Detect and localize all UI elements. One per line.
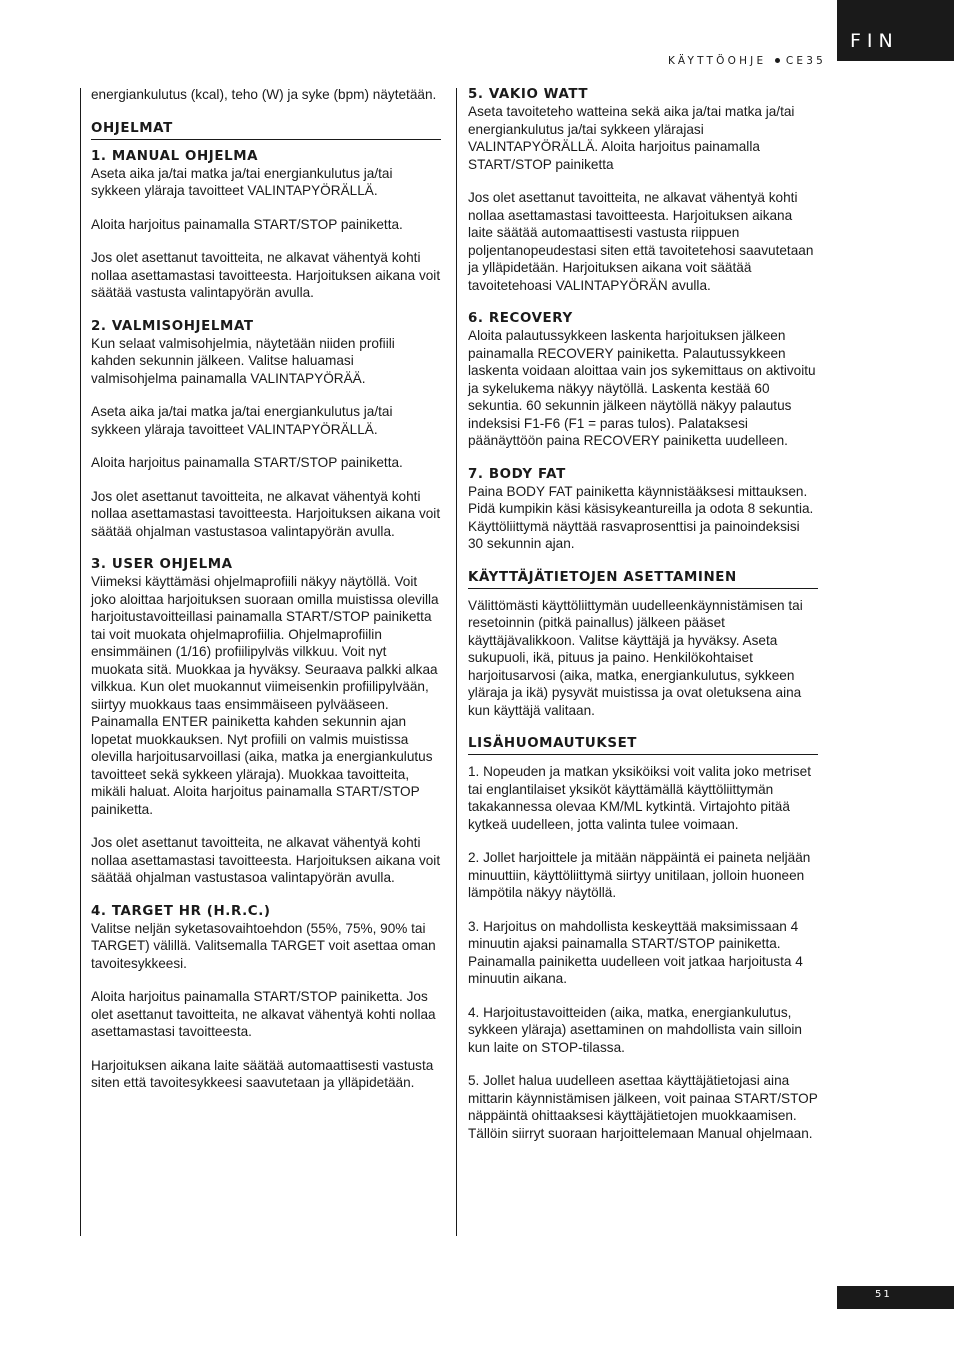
constant-watt-text-1: Aseta tavoiteteho watteina sekä aika ja/tai matka ja/tai energiankulutus ja/tai sykkeen ylärajasi VALINTAPYÖRÄLLÄ. Aloita harjoitus painamalla START/STOP painiketta <box>468 104 795 172</box>
manual-program-text-2: Aloita harjoitus painamalla START/STOP painiketta. <box>91 216 403 232</box>
running-header <box>668 55 826 67</box>
user-data-heading: KÄYTTÄJÄTIETOJEN ASETTAMINEN <box>468 569 818 589</box>
language-code: FIN <box>850 30 899 52</box>
constant-watt-text-2: Jos olet asettanut tavoitteita, ne alkavat vähentyä kohti nollaa asettamastasi tavoitteesta. Harjoituksen aikana laite säätää automaattisesti vastusta riippuen poljentanopeudestasi siten että tavoitetehosi saavutetaan ja ylläpidetään. Harjoituksen aikana voit säätää tavoitetehoasi VALINTAPYÖRÄN avulla. <box>468 190 814 293</box>
preset-programs-title: 2. VALMISOHJELMAT <box>91 318 254 334</box>
body-fat-text: Paina BODY FAT painiketta käynnistääksesi mittauksen. Pidä kumpikin käsi käsisykeantureilla ja odota 8 sekuntia. Käyttöliittymä näyttää rasvaprosenttisi ja painoindeksisi 30 sekunnin ajan. <box>468 483 814 551</box>
intro-text: energiankulutus (kcal), teho (W) ja syke (bpm) näytetään. <box>91 87 437 102</box>
programs-heading: OHJELMAT <box>91 120 441 140</box>
preset-programs-text-3: Aloita harjoitus painamalla START/STOP painiketta. <box>91 455 403 470</box>
preset-programs-text-4: Jos olet asettanut tavoitteita, ne alkavat vähentyä kohti nollaa asettamastasi tavoitteesta. Harjoituksen aikana voit säätää ohjalman vastustasoa valintapyörän avulla. <box>91 488 441 539</box>
model-label: CE35 <box>785 55 826 67</box>
body-fat-title: 7. BODY FAT <box>468 466 566 482</box>
page-number-tab <box>837 1286 954 1309</box>
note-2: 2. Jollet harjoittele ja mitään näppäintä ei paineta neljään minuuttiin, käyttöliittymä siirtyy unitilaan, jolloin huoneen lämpötila näkyy näytöllä. <box>468 850 811 900</box>
right-column <box>468 86 818 1158</box>
user-data-text: Välittömästi käyttöliittymän uudelleenkäynnistämisen tai resetoinnin (pitkä painallus) jälkeen pääset käyttäjävalikkoon. Valitse käyttäjä ja hyväksy. Aseta sukupuoli, ikä, pituus ja paino. Henkilökohtaiset harjoitusarvosi (aika, matka, energiankulutus, sykkeen yläraja ja ikä) pysyvät muistissa ja ovat oletuksena aina kun käyttäjä valitaan. <box>468 597 803 718</box>
recovery-title: 6. RECOVERY <box>468 311 573 326</box>
left-column-rule <box>80 88 81 1236</box>
target-hr-text-1: Valitse neljän syketasovaihtoehdon (55%, 75%, 90% tai TARGET) välillä. Valitsemalla TARGET voit asettaa oman tavoitesykkeesi. <box>91 920 436 971</box>
note-4: 4. Harjoitustavoitteiden (aika, matka, energiankulutus, sykkeen yläraja) asettaminen on mahdollista vain silloin kun laite on STOP-tilassa. <box>468 1004 802 1055</box>
manual-program-title: 1. MANUAL OHJELMA <box>91 148 259 164</box>
right-column-rule <box>456 88 457 1236</box>
target-hr-text-2: Aloita harjoitus painamalla START/STOP painiketta. Jos olet asettanut tavoitteita, ne alkavat vähentyä kohti nollaa asettamastasi tavoitteesta. <box>91 989 436 1039</box>
manual-program-text-1: Aseta aika ja/tai matka ja/tai energiankulutus ja/tai sykkeen yläraja tavoitteet VALINTAPYÖRÄLLÄ. <box>91 165 393 198</box>
preset-programs-text-2: Aseta aika ja/tai matka ja/tai energiankulutus ja/tai sykkeen yläraja tavoitteet VALINTAPYÖRÄLLÄ. <box>91 404 393 437</box>
constant-watt-title: 5. VAKIO WATT <box>468 87 589 102</box>
left-column <box>91 86 441 1108</box>
note-3: 3. Harjoitus on mahdollista keskeyttää maksimissaan 4 minuutin ajaksi painamalla START/STOP painiketta. Painamalla painiketta uudelleen voit jatkaa harjoitusta 4 minuutin aikana. <box>468 918 803 986</box>
manual-program-text-3: Jos olet asettanut tavoitteita, ne alkavat vähentyä kohti nollaa asettamastasi tavoitteesta. Harjoituksen aikana voit säätää vastusta valintapyörän avulla. <box>91 250 441 300</box>
preset-programs-text-1: Kun selaat valmisohjelmia, näytetään niiden profiili kahden sekunnin jälkeen. Valitse haluamasi valmisohjelma painamalla VALINTAPYÖRÄÄ. <box>91 335 395 386</box>
user-program-title: 3. USER OHJELMA <box>91 557 233 572</box>
manual-label: KÄYTTÖOHJE <box>668 55 767 67</box>
user-program-text-2: Jos olet asettanut tavoitteita, ne alkavat vähentyä kohti nollaa asettamastasi tavoitteesta. Harjoituksen aikana voit säätää ohjalman vastustasoa valintapyörän avulla. <box>91 835 441 885</box>
note-1: 1. Nopeuden ja matkan yksiköiksi voit valita joko metriset tai englantilaiset yksiköt käyttämällä käyttöliittymän takakannessa olevaa KM/ML kytkintä. Virtajohto pitää kytkeä uudelleen, jotta valinta tulee voimaan. <box>468 764 812 832</box>
target-hr-title: 4. TARGET HR (H.R.C.) <box>91 903 271 919</box>
note-5: 5. Jollet halua uudelleen asettaa käyttäjätietojasi aina mittarin käynnistämisen jälkeen, voit painaa START/STOP näppäintä ohittaaksesi käyttäjätietojen muokkaamisen. Tällöin siirryt suoraan harjoittelemaan Manual ohjelmaan. <box>468 1073 818 1141</box>
language-tab <box>837 0 954 61</box>
recovery-text: Aloita palautussykkeen laskenta harjoituksen jälkeen painamalla RECOVERY painiketta. Palautussykkeen laskenta voidaan aloittaa vain jos sykemittaus on aktivoitu ja sykelukema näkyy näytöllä. Laskenta kestää 60 sekuntia. 60 sekunnin jälkeen näytöllä näkyy palautus indeksisi F1-F6 (F1 = paras tulos). Palataksesi päänäyttöön paina RECOVERY painiketta uudelleen. <box>468 328 816 448</box>
additional-notes-heading: LISÄHUOMAUTUKSET <box>468 735 818 755</box>
page-number: 51 <box>875 1289 892 1300</box>
target-hr-text-3: Harjoituksen aikana laite säätää automaattisesti vastusta siten että tavoitesykkeesi saavutetaan ja ylläpidetään. <box>91 1057 434 1090</box>
bullet-dot-icon <box>775 58 780 63</box>
user-program-text-1: Viimeksi käyttämäsi ohjelmaprofiili näkyy näytöllä. Voit joko aloittaa harjoituksen suoraan omilla muistissa olevilla harjoitustavoitteillasi painamalla START/STOP painiketta tai voit muokata ohjelmaprofiilia. Ohjelmaprofiilin ensimmäinen (1/16) profiilipylväs vilkkuu. Voit nyt muokata sitä. Muokkaa ja hyväksy. Seuraava palkki alkaa vilkkua. Kun olet muokannut viimeisenkin profiilipylvään, siirtyy muokkaus taas ensimmäiseen pylvääseen. Painamalla ENTER painiketta kahden sekunnin ajan lopetat muokkauksen. Nyt profiili on valmis muistissa olevilla harjoitusarvoillasi (aika, matka ja energiankulutus tavoitteet sekä sykkeen yläraja). Muokkaa tavoitteita, mikäli haluat. Aloita harjoitus painamalla START/STOP painiketta. <box>91 574 439 817</box>
